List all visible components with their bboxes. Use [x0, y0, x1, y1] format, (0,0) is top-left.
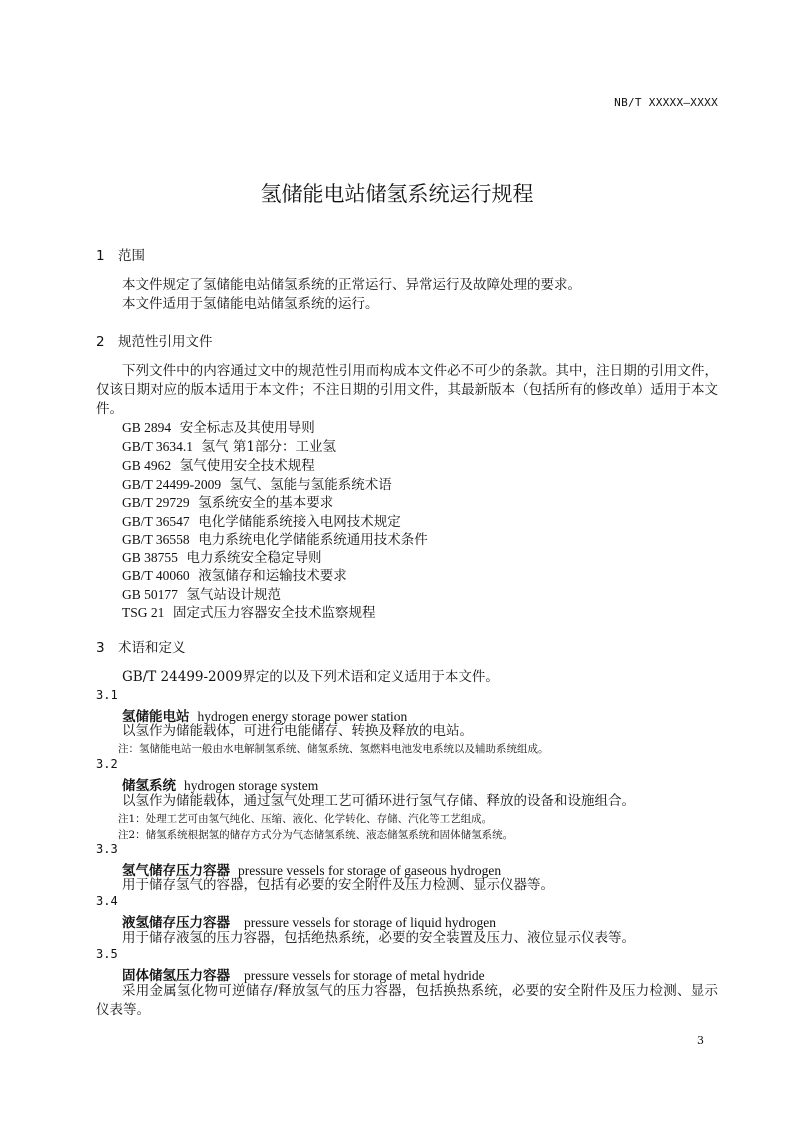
reference-code: GB 2894 [122, 420, 172, 435]
reference-code: GB/T 24499-2009 [122, 477, 222, 492]
paragraph: GB/T 24499-2009界定的以及下列术语和定义适用于本文件。 [122, 669, 499, 685]
section-number: 1 [96, 248, 105, 264]
reference-title: 电力系统电化学储能系统通用技术条件 [198, 532, 428, 548]
term-note: 注1：处理工艺可由氢气纯化、压缩、液化、化学转化、存储、汽化等工艺组成。 [118, 813, 493, 825]
reference-item [122, 528, 428, 548]
term-note: 注2：储氢系统根据氢的储存方式分为气态储氢系统、液态储氢系统和固体储氢系统。 [118, 829, 514, 841]
paragraph: 本文件规定了氢储能电站储氢系统的正常运行、异常运行及故障处理的要求。 [122, 277, 581, 293]
reference-title: 电力系统安全稳定导则 [186, 550, 322, 566]
section-title: 规范性引用文件 [118, 334, 213, 350]
reference-item [122, 564, 347, 584]
reference-item [122, 473, 392, 493]
reference-item [122, 583, 281, 603]
reference-title: 氢气使用安全技术规程 [179, 458, 315, 474]
term-chinese: 固体储氢压力容器 [122, 968, 230, 984]
section-number: 3 [96, 640, 105, 656]
section-number: 2 [96, 334, 105, 350]
reference-title: 氢气 第1部分：工业氢 [201, 439, 336, 455]
term-number: 3.2 [96, 757, 118, 771]
section-2-heading [96, 330, 213, 350]
term-chinese: 氢储能电站 [122, 709, 190, 725]
reference-title: 电化学储能系统接入电网技术规定 [198, 514, 401, 530]
term-entry [122, 911, 496, 931]
term-definition: 以氢作为储能载体，可进行电能储存、转换及释放的电站。 [122, 723, 473, 739]
term-number: 3.3 [96, 842, 118, 856]
section-title: 范围 [118, 248, 145, 264]
reference-code: GB/T 3634.1 [122, 439, 194, 454]
reference-code: GB/T 36547 [122, 514, 190, 529]
reference-title: 液氢储存和运输技术要求 [198, 568, 347, 584]
paragraph: 本文件适用于氢储能电站储氢系统的运行。 [122, 296, 379, 312]
section-1-heading [96, 244, 145, 264]
reference-title: 氢气站设计规范 [186, 587, 281, 603]
term-number: 3.4 [96, 894, 118, 908]
reference-title: 氢气、氢能与氢能系统术语 [229, 477, 392, 493]
term-english: pressure vessels for storage of liquid hydrogen [244, 915, 496, 930]
term-definition: 以氢作为储能载体，通过氢气处理工艺可循环进行氢气存储、释放的设备和设施组合。 [122, 793, 635, 809]
term-definition: 用于储存液氢的压力容器，包括绝热系统，必要的安全装置及压力、液位显示仪表等。 [122, 930, 635, 946]
section-3-heading [96, 636, 186, 656]
reference-item [122, 546, 321, 566]
reference-title: 氢系统安全的基本要求 [198, 495, 334, 511]
page-number: 3 [697, 1034, 704, 1047]
reference-code: TSG 21 [122, 605, 165, 620]
term-entry [122, 964, 485, 984]
term-english: hydrogen energy storage power station [197, 709, 408, 724]
reference-title: 固定式压力容器安全技术监察规程 [172, 605, 376, 621]
term-chinese: 氢气储存压力容器 [122, 863, 230, 879]
term-definition: 用于储存氢气的容器，包括有必要的安全附件及压力检测、显示仪器等。 [122, 877, 554, 893]
term-number: 3.1 [96, 688, 118, 702]
term-note: 注：氢储能电站一般由水电解制氢系统、储氢系统、氢燃料电池发电系统以及辅助系统组成。 [118, 743, 549, 755]
reference-item [122, 454, 315, 474]
reference-code: GB 4962 [122, 458, 172, 473]
reference-item [122, 416, 315, 436]
term-definition: 采用金属氢化物可逆储存/释放氢气的压力容器，包括换热系统，必要的安全附件及压力检测、显示仪表等。 [96, 983, 718, 1018]
term-chinese: 储氢系统 [122, 778, 176, 794]
section-title: 术语和定义 [118, 640, 186, 656]
reference-code: GB 38755 [122, 550, 178, 565]
document-title: 氢储能电站储氢系统运行规程 [260, 182, 534, 206]
reference-item [122, 601, 375, 621]
reference-code: GB/T 29729 [122, 495, 190, 510]
term-english: pressure vessels for storage of metal hydride [244, 968, 485, 983]
standard-code: NB/T XXXXX—XXXX [614, 96, 718, 109]
reference-item [122, 510, 401, 530]
term-english: hydrogen storage system [184, 778, 319, 793]
term-english: pressure vessels for storage of gaseous hydrogen [238, 863, 502, 878]
term-chinese: 液氢储存压力容器 [122, 915, 230, 931]
reference-code: GB/T 40060 [122, 568, 190, 583]
reference-item [122, 491, 333, 511]
reference-item [122, 435, 336, 455]
term-number: 3.5 [96, 947, 118, 961]
term-entry [122, 774, 318, 794]
paragraph: 下列文件中的内容通过文中的规范性引用而构成本文件必不可少的条款。其中，注日期的引用文件，仅该日期对应的版本适用于本文件；不注日期的引用文件，其最新版本（包括所有的修改单）适用于本文件。 [96, 363, 718, 417]
reference-code: GB/T 36558 [122, 532, 190, 547]
reference-title: 安全标志及其使用导则 [179, 420, 315, 436]
reference-code: GB 50177 [122, 587, 178, 602]
